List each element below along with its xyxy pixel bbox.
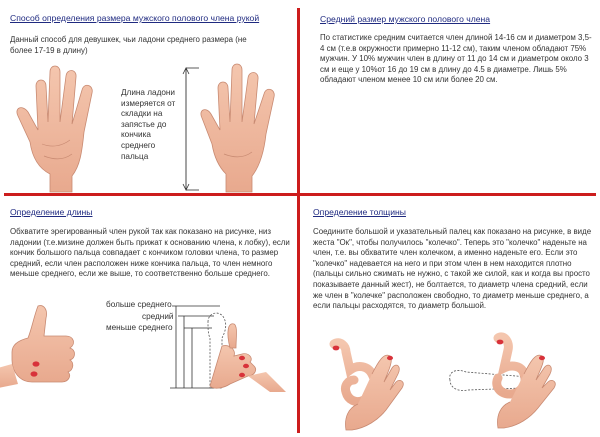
quadrant-hand-method	[10, 13, 290, 56]
quadrant-average-size	[320, 14, 592, 86]
label-bigger-than-average: больше среднего	[106, 300, 172, 309]
left-palm-illustration	[10, 64, 120, 192]
quadrant-thickness	[313, 207, 593, 312]
right-palm-illustration	[196, 64, 286, 192]
length-measure-diagram	[170, 302, 298, 398]
label-smaller-than-average: меньше среднего	[106, 323, 173, 332]
thickness-title: Определение толщины	[313, 207, 406, 217]
thumbs-up-hand-icon	[8, 302, 84, 392]
average-size-text: По статистике средним считается член длиной 14-16 см и диаметром 3,5-4 см (т.е.в окружности примерно 11-12 см), таким членом обладают 75% мужчин. У 10% мужчин член в длину от 11 до 14 см и диаметром около 3 см и еще у 10%от 16 до 19 см в длину до 4.5 в диаметре. Лишь 5% обладают членом менее 10 см или более 20 см.	[320, 33, 592, 85]
thickness-text: Соедините большой и указательный палец как показано на рисунке, в виде жеста "Ок", чтобы получилось "колечко". Теперь это "колечко" наденьте на член, т.е. вы обхватите член колечком, а именно наденьте его. Если это "колечко" надевается на него и при этом член в нем находится плотно (пальцы сильно сжимать не нужно, с такой же силой, как и когда вы просто показываете данный жест), не болтается, то диаметр члена средний, если же член в "колечке" расположен свободно, то диаметр меньше среднего, а если пальцы расходятся, то диаметр большой.	[313, 227, 592, 311]
palm-measure-caption: Длина ладони измеряется от складки на запястье до кончика среднего пальца	[121, 88, 176, 161]
average-size-title: Средний размер мужского полового члена	[320, 14, 491, 24]
length-text: Обхватите эрегированный член рукой так как показано на рисунке, низ ладонии (т.е.мизине должен быть прижат к основанию члена, к лобку), если кончик большого пальца совпадает с кончиком головки члена, то размер средний, если член расположен ниже кончика пальца, то член немного меньше среднего, если же выше, то соответственно больше среднего.	[10, 227, 290, 279]
label-average: средний	[142, 312, 174, 321]
hand-method-text: Данный способ для девушкек, чьи ладони среднего размера (не более 17-19 в длину)	[10, 35, 247, 55]
ok-gesture-hand-icon	[326, 338, 412, 432]
horizontal-divider	[4, 193, 596, 196]
hand-method-title: Способ определения размера мужского полового члена рукой	[10, 13, 260, 23]
length-title: Определение длины	[10, 207, 93, 217]
ok-ring-on-penis-diagram	[438, 332, 590, 432]
quadrant-length	[10, 207, 292, 280]
